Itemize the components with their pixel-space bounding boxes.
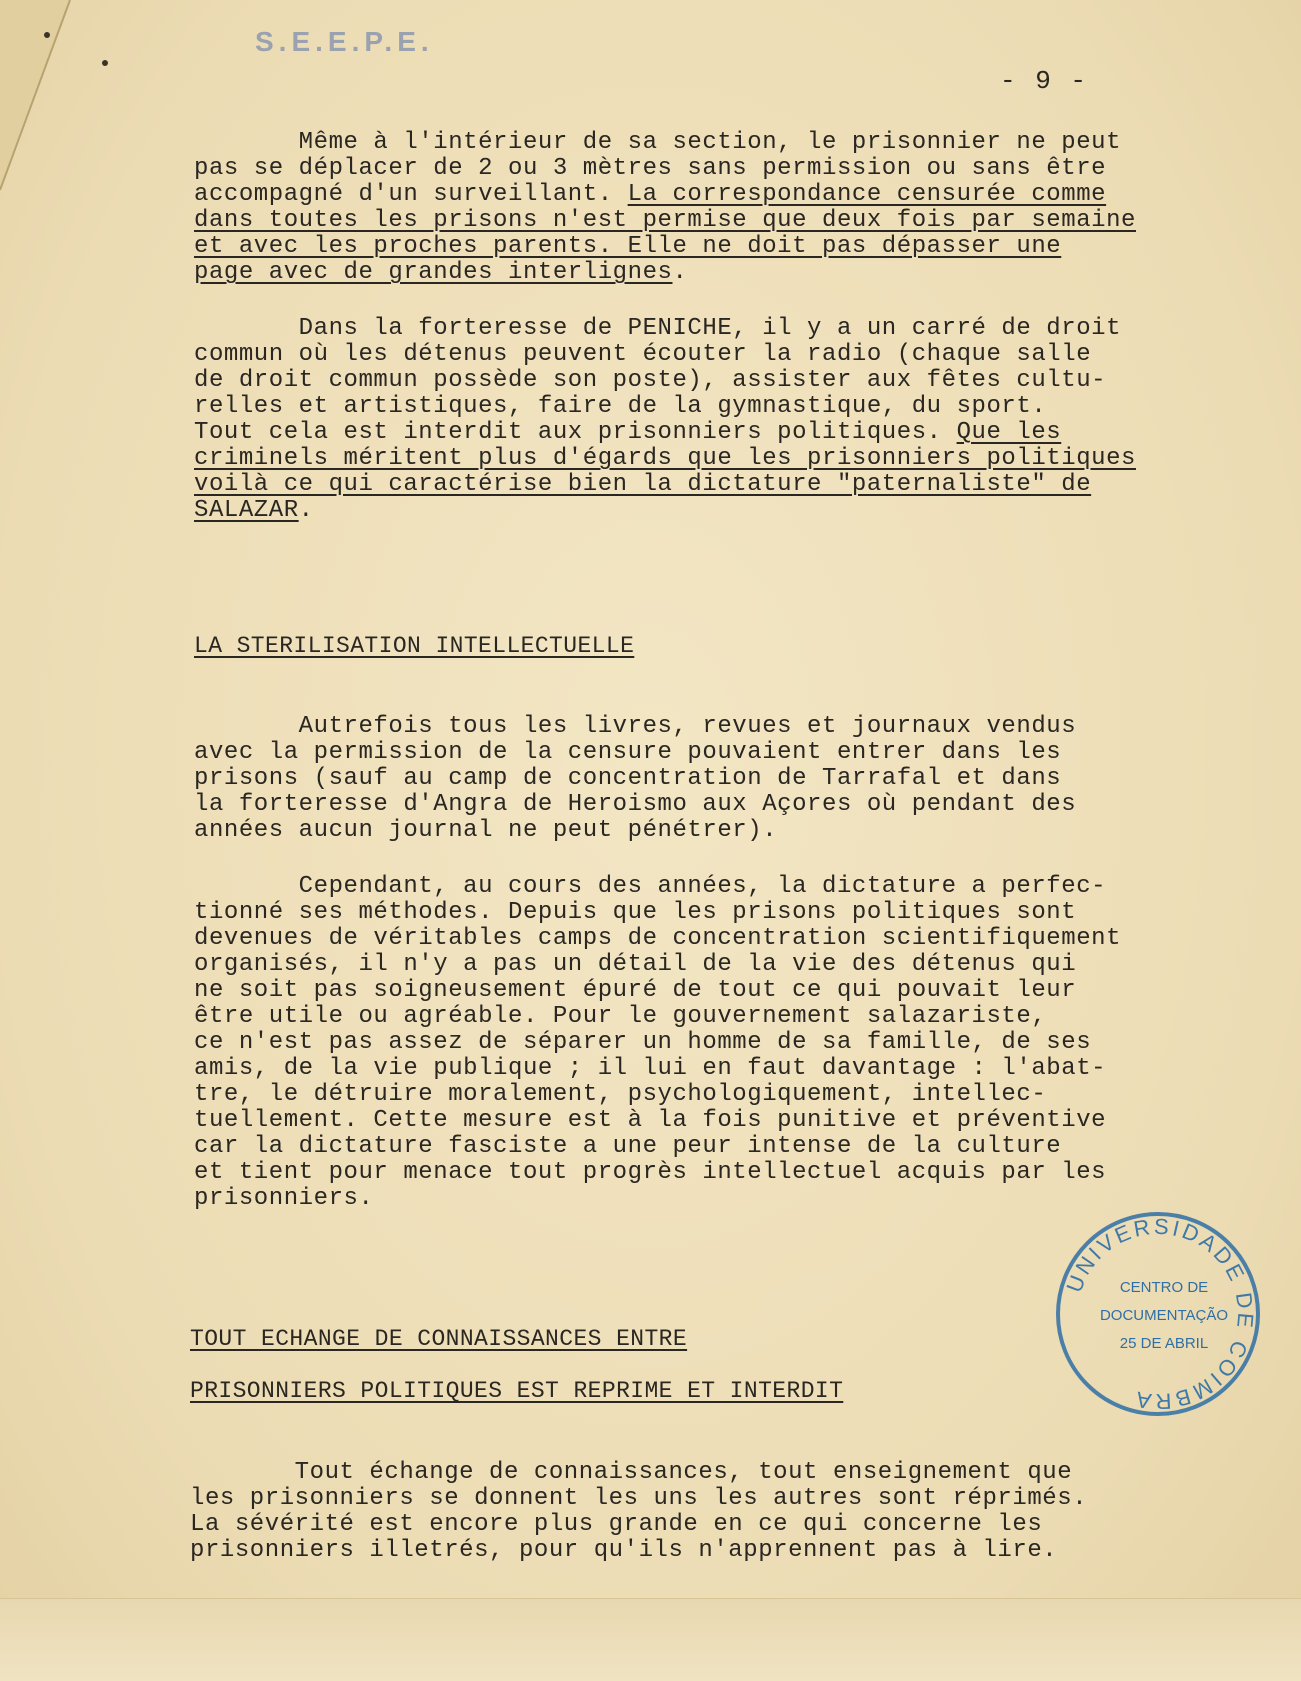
underlined-text-line: dans toutes les prisons n'est permise que deux fois par semaine — [194, 207, 1136, 234]
text-line: avec la permission de la censure pouvaient entrer dans les — [194, 739, 1062, 766]
text-line: prisonniers. — [194, 1185, 374, 1212]
underlined-text: page avec de grandes interlignes — [194, 259, 673, 286]
text-segment: . — [298, 497, 314, 524]
punch-mark — [44, 32, 50, 38]
page-number: - 9 - — [1000, 66, 1089, 96]
section-heading: TOUT ECHANGE DE CONNAISSANCES ENTRE — [190, 1326, 688, 1352]
text-line: organisés, il n'y a pas un détail de la vie des détenus qui — [194, 951, 1077, 978]
punch-mark — [102, 60, 108, 66]
header-stamp-text: S.E.E.P.E. — [255, 26, 434, 57]
text-line: commun où les détenus peuvent écouter la radio (chaque salle — [194, 341, 1092, 368]
text-line: tre, le détruire moralement, psychologiquement, intellec- — [194, 1081, 1047, 1108]
text-line: tionné ses méthodes. Depuis que les prisons politiques sont — [194, 899, 1077, 926]
folded-corner — [0, 0, 110, 200]
text-line: ne soit pas soigneusement épuré de tout ce qui pouvait leur — [194, 977, 1077, 1004]
stamp-line: DOCUMENTAÇÃO — [1099, 1307, 1229, 1324]
underlined-text-line: criminels méritent plus d'égards que les prisonniers politiques — [194, 445, 1136, 472]
text-line: ce n'est pas assez de séparer un homme de sa famille, de ses — [194, 1029, 1092, 1056]
text-line: prisons (sauf au camp de concentration de Tarrafal et dans — [194, 765, 1062, 792]
text-line: de droit commun possède son poste), assister aux fêtes cultu- — [194, 367, 1107, 394]
text-line: et tient pour menace tout progrès intellectuel acquis par les — [194, 1159, 1107, 1186]
stamp-ring-text: UNIVERSIDADE DE COIMBRA — [1061, 1213, 1259, 1415]
text-line — [194, 420, 1061, 446]
text-line: Cependant, au cours des années, la dictature a perfec- — [194, 873, 1107, 900]
underlined-text: Que les — [956, 419, 1062, 446]
text-segment: . — [672, 259, 688, 286]
text-line — [194, 498, 314, 524]
underlined-text-line: voilà ce qui caractérise bien la dictature "paternaliste" de — [194, 471, 1092, 498]
archive-stamp — [1052, 1208, 1264, 1420]
text-line: années aucun journal ne peut pénétrer). — [194, 817, 778, 844]
text-line: Dans la forteresse de PENICHE, il y a un carré de droit — [194, 315, 1122, 342]
text-line: devenues de véritables camps de concentration scientifiquement — [194, 925, 1122, 952]
section-heading: PRISONNIERS POLITIQUES EST REPRIME ET INTERDIT — [190, 1378, 844, 1404]
underlined-text-line: et avec les proches parents. Elle ne doit pas dépasser une — [194, 233, 1062, 260]
text-line: être utile ou agréable. Pour le gouvernement salazariste, — [194, 1003, 1047, 1030]
text-line — [194, 260, 687, 286]
text-line: tuellement. Cette mesure est à la fois punitive et préventive — [194, 1107, 1107, 1134]
page-bottom-edge — [0, 1598, 1301, 1681]
underlined-text: La correspondance censurée comme — [627, 181, 1107, 208]
stamp-line: 25 DE ABRIL — [1119, 1335, 1209, 1352]
stamp-line: CENTRO DE — [1119, 1279, 1209, 1296]
underlined-text: SALAZAR — [194, 497, 299, 524]
text-line: car la dictature fasciste a une peur intense de la culture — [194, 1133, 1062, 1160]
text-line: les prisonniers se donnent les uns les autres sont réprimés. — [190, 1485, 1088, 1512]
text-line — [194, 182, 1106, 208]
text-line: La sévérité est encore plus grande en ce qui concerne les — [190, 1511, 1043, 1538]
text-line: Tout échange de connaissances, tout enseignement que — [190, 1459, 1073, 1486]
text-line: prisonniers illetrés, pour qu'ils n'apprennent pas à lire. — [190, 1537, 1058, 1564]
text-segment: accompagné d'un surveillant. — [194, 181, 628, 208]
text-line: la forteresse d'Angra de Heroismo aux Açores où pendant des — [194, 791, 1077, 818]
text-line: pas se déplacer de 2 ou 3 mètres sans permission ou sans être — [194, 155, 1107, 182]
text-line: relles et artistiques, faire de la gymnastique, du sport. — [194, 393, 1047, 420]
text-line: Autrefois tous les livres, revues et journaux vendus — [194, 713, 1077, 740]
section-heading: LA STERILISATION INTELLECTUELLE — [194, 633, 635, 659]
text-line: amis, de la vie publique ; il lui en faut davantage : l'abat- — [194, 1055, 1107, 1082]
text-line: Même à l'intérieur de sa section, le prisonnier ne peut — [194, 129, 1122, 156]
text-segment: Tout cela est interdit aux prisonniers politiques. — [194, 419, 957, 446]
